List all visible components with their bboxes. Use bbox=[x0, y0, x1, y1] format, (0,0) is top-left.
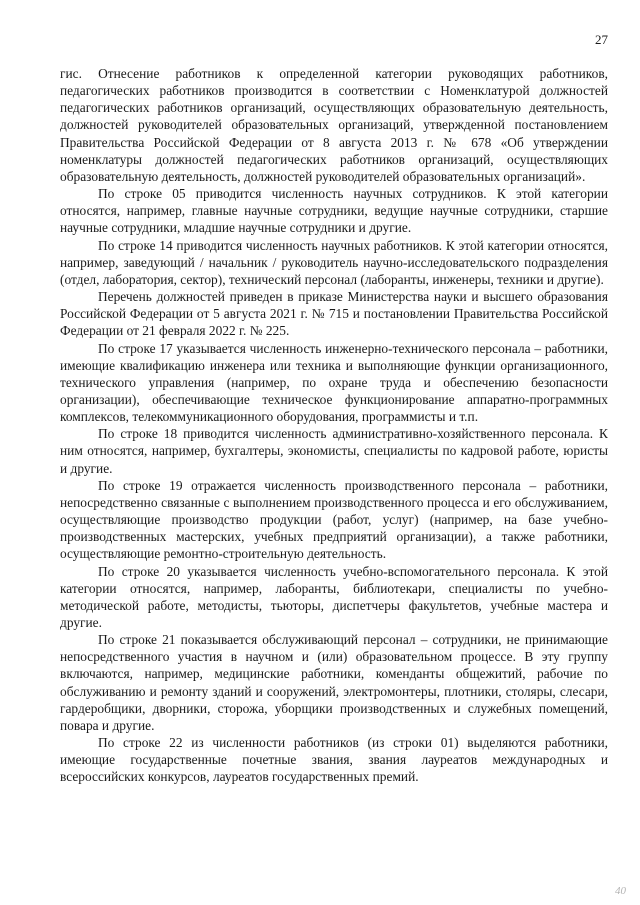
corner-mark: 40 bbox=[615, 885, 626, 897]
body-text bbox=[60, 65, 608, 786]
paragraph-line-05: По строке 05 приводится численность научных сотрудников. К этой категории относятся, например, главные научные сотрудники, ведущие научные сотрудники, старшие научные сотрудники, младшие научные сотрудники и другие. bbox=[60, 186, 608, 236]
paragraph-line-20: По строке 20 указывается численность учебно-вспомогательного персонала. К этой категории относятся, например, лаборанты, библиотекари, специалисты по учебно-методической работе, методисты, тьюторы, диспетчеры факультетов, учебные мастера и другие. bbox=[60, 563, 608, 630]
paragraph-line-21: По строке 21 показывается обслуживающий персонал – сотрудники, не принимающие непосредственного участия в научном и (или) образовательном процессе. В эту группу включаются, например, медицинские работники, коменданты общежитий, рабочие по обслуживанию и ремонту зданий и сооружений, электромонтеры, плотники, столяры, слесари, гардеробщики, дворники, сторожа, уборщики производственных и служебных помещений, повара и другие. bbox=[60, 632, 608, 733]
paragraph-positions-list: Перечень должностей приведен в приказе Министерства науки и высшего образования Российской Федерации от 5 августа 2021 г. № 715 и постановлении Правительства Российской Федерации от 21 февраля 2022 г. № 225. bbox=[60, 289, 608, 339]
paragraph-line-18: По строке 18 приводится численность административно-хозяйственного персонала. К ним относятся, например, бухгалтеры, экономисты, специалисты по кадровой работе, юристы и другие. bbox=[60, 426, 608, 476]
paragraph-continuation: гис. Отнесение работников к определенной категории руководящих работников, педагогических работников производится в соответствии с Номенклатурой должностей педагогических работников организаций, осуществляющих образовательную деятельность, должностей руководителей образовательных организаций, утвержденной постановлением Правительства Российской Федерации от 8 августа 2013 г. № 678 «Об утверждении номенклатуры должностей педагогических работников организаций, осуществляющих образовательную деятельность, должностей руководителей образовательных организаций». bbox=[60, 66, 608, 184]
paragraph-line-22: По строке 22 из численности работников (из строки 01) выделяются работники, имеющие государственные почетные звания, звания лауреатов международных и всероссийских конкурсов, лауреатов государственных премий. bbox=[60, 735, 608, 785]
paragraph-line-14: По строке 14 приводится численность научных работников. К этой категории относятся, например, заведующий / начальник / руководитель научно-исследовательского подразделения (отдел, лаборатория, сектор), технический персонал (лаборанты, инженеры, техники и другие). bbox=[60, 237, 608, 287]
paragraph-line-17: По строке 17 указывается численность инженерно-технического персонала – работники, имеющие квалификацию инженера или техника и выполняющие функции организационного, технического управления (например, по охране труда и обеспечению безопасности организации), обеспечивающие техническое функционирование аппаратно-программных комплексов, телекоммуникационного оборудования, программисты и т.п. bbox=[60, 340, 608, 425]
page-number: 27 bbox=[595, 32, 608, 47]
paragraph-line-19: По строке 19 отражается численность производственного персонала – работники, непосредственно связанные с выполнением производственного процесса и его обслуживанием, осуществляющие производство продукции (работ, услуг) (например, на базе учебно-производственных мастерских, учебных предприятий организации), а также работники, осуществляющие ремонтно-строительную деятельность. bbox=[60, 477, 608, 562]
